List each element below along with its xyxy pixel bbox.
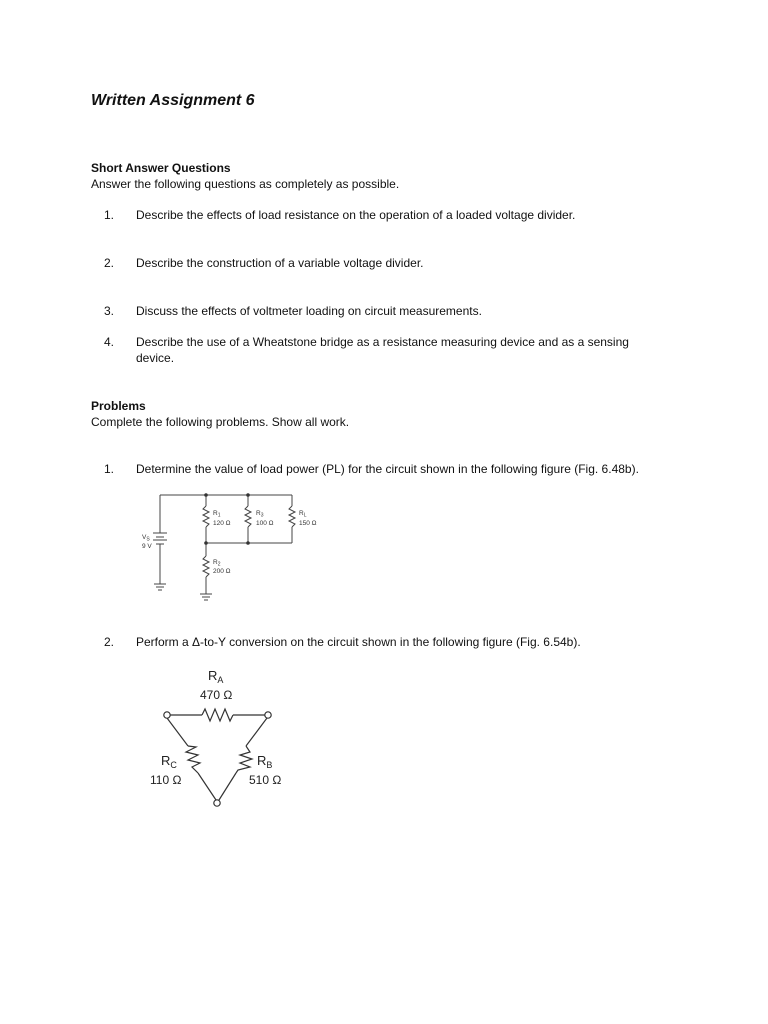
- ra-value: 470 Ω: [200, 688, 233, 702]
- problem-text: Perform a Δ-to-Y conversion on the circuit shown in the following figure (Fig. 6.54b).: [136, 635, 581, 649]
- problem-number: 1.: [103, 462, 114, 476]
- short-answer-heading: Short Answer Questions: [91, 161, 231, 175]
- rb-value: 510 Ω: [249, 773, 282, 787]
- short-answer-instructions: Answer the following questions as completely as possible.: [91, 177, 400, 191]
- r2-label: $R_2$: [213, 559, 221, 568]
- question-text: Describe the construction of a variable voltage divider.: [136, 256, 424, 270]
- question-number: 3.: [103, 304, 114, 318]
- problem-number: 2.: [103, 635, 114, 649]
- r2-value: 200 Ω: [213, 568, 231, 575]
- rl-value: 150 Ω: [299, 520, 317, 527]
- question-text: Describe the effects of load resistance on the operation of a loaded voltage divider.: [136, 208, 576, 222]
- source-value: 9 V: [142, 543, 152, 550]
- r1-label: $R_1$: [213, 510, 221, 519]
- source-label: $V_S$: [142, 534, 150, 543]
- problems-heading: Problems: [91, 399, 146, 413]
- question-text: Discuss the effects of voltmeter loading on circuit measurements.: [136, 304, 482, 318]
- rc-value: 110 Ω: [150, 773, 182, 787]
- rb-label: $R_B$: [257, 753, 273, 770]
- r3-label: $R_3$: [256, 510, 264, 519]
- question-number: 1.: [103, 208, 114, 222]
- circuit-figure-648b: [140, 488, 340, 608]
- problem-text: Determine the value of load power (PL) for the circuit shown in the following figure (Fig. 6.48b).: [136, 462, 639, 476]
- ra-label: $R_A$: [208, 668, 224, 685]
- question-number: 2.: [103, 256, 114, 270]
- delta-network-figure-654b: [140, 660, 310, 820]
- question-number: 4.: [103, 335, 114, 349]
- r1-value: 120 Ω: [213, 520, 231, 527]
- rl-label: $R_L$: [299, 510, 307, 519]
- rc-label: $R_C$: [161, 753, 177, 770]
- problems-instructions: Complete the following problems. Show all work.: [91, 415, 350, 429]
- question-text: Describe the use of a Wheatstone bridge as a resistance measuring device and as a sensing device.: [136, 335, 629, 365]
- page-title: Written Assignment 6: [91, 92, 255, 109]
- r3-value: 100 Ω: [256, 520, 274, 527]
